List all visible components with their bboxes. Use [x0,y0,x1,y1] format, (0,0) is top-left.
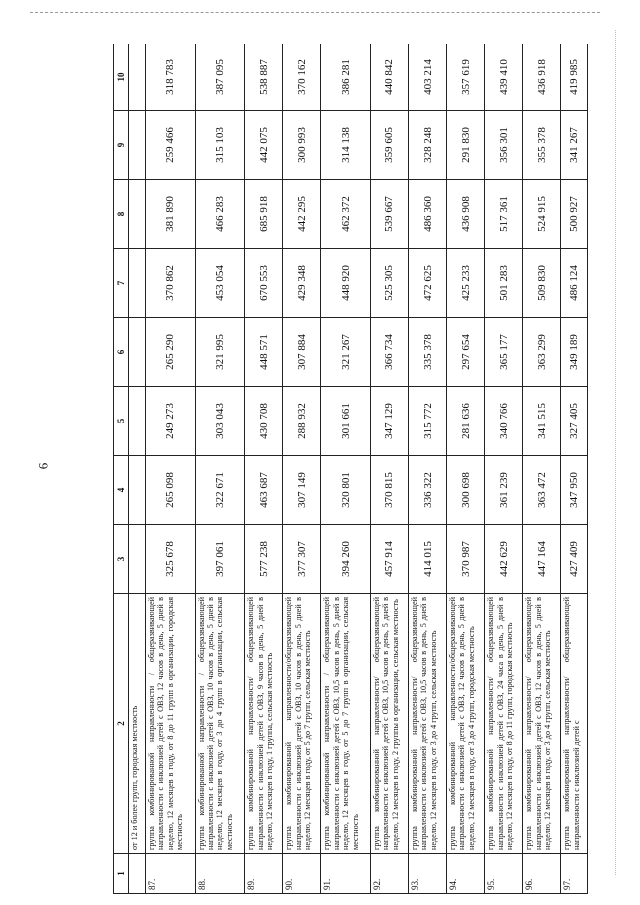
value-cell: 349 189 [561,318,588,387]
header-row [114,44,129,894]
table-row [523,44,561,894]
value-cell: 327 405 [561,387,588,456]
value-cell: 321 267 [321,318,371,387]
row-description: группа комбинированной направленности/ общеразвивающей направленности с инклюзией детей с ОВЗ, 10,5 часов в день, 5 дней в неделю, 12 месяцев в году, 2 группы в организации, сельская местность [370,594,408,854]
row-number: 93. [408,854,446,894]
value-cell: 517 361 [485,180,523,249]
value-cell: 442 295 [283,180,321,249]
value-cell: 265 098 [146,456,196,525]
value-cell: 419 985 [561,44,588,111]
row-description: группа комбинированной направленности/общеразвивающей направленности с инклюзией детей с ОВЗ, 12 часов в день, 5 дней в неделю, 12 месяцев в году, от 3 до 4 групп, городская местность [447,594,485,854]
value-cell: 356 301 [485,111,523,180]
cost-table [113,44,588,894]
cell-empty [129,854,146,894]
row-number: 96. [523,854,561,894]
value-cell: 394 260 [321,525,371,594]
rotated-table-content [113,44,588,894]
value-cell: 463 687 [245,456,283,525]
value-cell: 539 667 [370,180,408,249]
row-number: 97. [561,854,588,894]
value-cell: 387 095 [195,44,245,111]
value-cell: 322 671 [195,456,245,525]
table-row [146,44,196,894]
value-cell: 325 678 [146,525,196,594]
value-cell: 307 149 [283,456,321,525]
value-cell: 397 061 [195,525,245,594]
continued-row [129,44,146,894]
value-cell: 525 305 [370,249,408,318]
row-number: 94. [447,854,485,894]
value-cell: 300 993 [283,111,321,180]
value-cell: 685 918 [245,180,283,249]
table-row [245,44,283,894]
value-cell: 320 801 [321,456,371,525]
value-cell: 436 918 [523,44,561,111]
value-cell: 448 571 [245,318,283,387]
value-cell: 472 625 [408,249,446,318]
column-header: 7 [114,249,129,318]
value-cell: 363 472 [523,456,561,525]
page-number: 6 [35,462,51,470]
value-cell: 340 766 [485,387,523,456]
value-cell: 291 830 [447,111,485,180]
value-cell: 314 138 [321,111,371,180]
value-cell: 386 281 [321,44,371,111]
value-cell: 259 466 [146,111,196,180]
table-row [283,44,321,894]
value-cell: 486 360 [408,180,446,249]
rotated-table-frame [113,44,588,894]
value-cell: 509 830 [523,249,561,318]
value-cell: 355 378 [523,111,561,180]
value-cell: 577 238 [245,525,283,594]
row-number: 90. [283,854,321,894]
table-row [408,44,446,894]
column-header: 5 [114,387,129,456]
value-cell: 462 372 [321,180,371,249]
row-description: группа комбинированной направленности/ общеразвивающей направленности с инклюзией детей с ОВЗ, 9 часов в день, 5 дней в неделю, 12 месяцев в году, 1 группа, сельская местность [245,594,283,854]
value-cell: 297 654 [447,318,485,387]
value-cell: 430 708 [245,387,283,456]
column-header: 4 [114,456,129,525]
column-header: 8 [114,180,129,249]
value-cell: 501 283 [485,249,523,318]
value-cell: 403 214 [408,44,446,111]
row-number: 88. [195,854,245,894]
column-header: 1 [114,854,129,894]
value-cell: 429 348 [283,249,321,318]
row-description: группа комбинированной направленности / общеразвивающей направленности с инклюзией детей с ОВЗ, 10,5 часов в день, 5 дней в неделю, 12 месяцев в году, от 5 до 7 групп в организации, сельская местность [321,594,371,854]
value-cell: 466 283 [195,180,245,249]
row-number: 89. [245,854,283,894]
scan-edge-right [615,30,616,875]
value-cell: 453 054 [195,249,245,318]
value-cell: 321 995 [195,318,245,387]
table-row [321,44,371,894]
value-cell: 341 267 [561,111,588,180]
value-cell: 439 410 [485,44,523,111]
row-description: группа комбинированной направленности/ общеразвивающей направленности с инклюзией детей с [561,594,588,854]
value-cell: 370 987 [447,525,485,594]
row-number: 95. [485,854,523,894]
value-cell: 315 772 [408,387,446,456]
value-cell: 361 239 [485,456,523,525]
column-header: 10 [114,44,129,111]
value-cell: 341 515 [523,387,561,456]
value-cell: 335 378 [408,318,446,387]
row-description: группа комбинированной направленности/ общеразвивающей направленности с инклюзией детей с ОВЗ, 10,5 часов в день, 5 дней в неделю, 12 месяцев в году, от 3 до 4 групп, сельская местность [408,594,446,854]
column-header: 9 [114,111,129,180]
value-cell: 425 233 [447,249,485,318]
value-cell: 357 619 [447,44,485,111]
value-cell: 365 177 [485,318,523,387]
row-number: 87. [146,854,196,894]
value-cell: 249 273 [146,387,196,456]
value-cell: 442 629 [485,525,523,594]
value-cell: 381 890 [146,180,196,249]
value-cell: 414 015 [408,525,446,594]
value-cell: 524 915 [523,180,561,249]
row-number: 92. [370,854,408,894]
table-row [561,44,588,894]
column-header: 6 [114,318,129,387]
value-cell: 347 950 [561,456,588,525]
row-description: группа комбинированной направленности / общеразвивающей направленности с инклюзией детей с ОВЗ, 12 часов в день, 5 дней в неделю, 12 месяцев в году, от 8 до 11 групп в организации, городская местность [146,594,196,854]
value-cell: 303 043 [195,387,245,456]
row-number: 91. [321,854,371,894]
column-header: 3 [114,525,129,594]
value-cell: 427 409 [561,525,588,594]
row-description: группа комбинированной направленности/общеразвивающей направленности с инклюзией детей с ОВЗ, 10 часов в день, 5 дней в неделю, 12 месяцев в году, от 5 до 7 групп, сельская местность [283,594,321,854]
value-cell: 440 842 [370,44,408,111]
table-row [195,44,245,894]
value-cell: 538 887 [245,44,283,111]
column-header: 2 [114,594,129,854]
value-cell: 370 162 [283,44,321,111]
value-cell: 336 322 [408,456,446,525]
row-description: группа комбинированной направленности / общеразвивающей направленности с инклюзией детей с ОВЗ, 10 часов в день, 5 дней в неделю, 12 месяцев в году, от 3 до 4 групп в организации, сельская местность [195,594,245,854]
value-cell: 328 248 [408,111,446,180]
row-description: группа комбинированной направленности/ общеразвивающей направленности с инклюзией детей с ОВЗ, 24 часа в день, 5 дней в неделю, 12 месяцев в году, от 8 до 11 групп, городская местность [485,594,523,854]
value-cell: 436 908 [447,180,485,249]
value-cell: 448 920 [321,249,371,318]
value-cell: 288 932 [283,387,321,456]
value-cell: 363 299 [523,318,561,387]
table-row [370,44,408,894]
value-cell: 359 605 [370,111,408,180]
value-cell: 500 927 [561,180,588,249]
value-cell: 347 129 [370,387,408,456]
value-cell: 377 307 [283,525,321,594]
scan-edge-top [30,12,600,13]
value-cell: 265 290 [146,318,196,387]
value-cell: 300 698 [447,456,485,525]
value-cell: 366 734 [370,318,408,387]
value-cell: 370 862 [146,249,196,318]
value-cell: 457 914 [370,525,408,594]
value-cell: 281 636 [447,387,485,456]
continued-desc: от 12 и более групп, городская местность [129,594,146,854]
table-row [447,44,485,894]
table-row [485,44,523,894]
value-cell: 301 661 [321,387,371,456]
value-cell: 318 783 [146,44,196,111]
value-cell: 447 164 [523,525,561,594]
value-cell: 315 103 [195,111,245,180]
value-cell: 307 884 [283,318,321,387]
value-cell: 486 124 [561,249,588,318]
value-cell: 370 815 [370,456,408,525]
row-description: группа комбинированной направленности/ общеразвивающей направленности с инклюзией детей с ОВЗ, 12 часов в день, 5 дней в неделю, 12 месяцев в году, от 3 до 4 групп, сельская местность [523,594,561,854]
value-cell: 442 075 [245,111,283,180]
value-cell: 670 553 [245,249,283,318]
